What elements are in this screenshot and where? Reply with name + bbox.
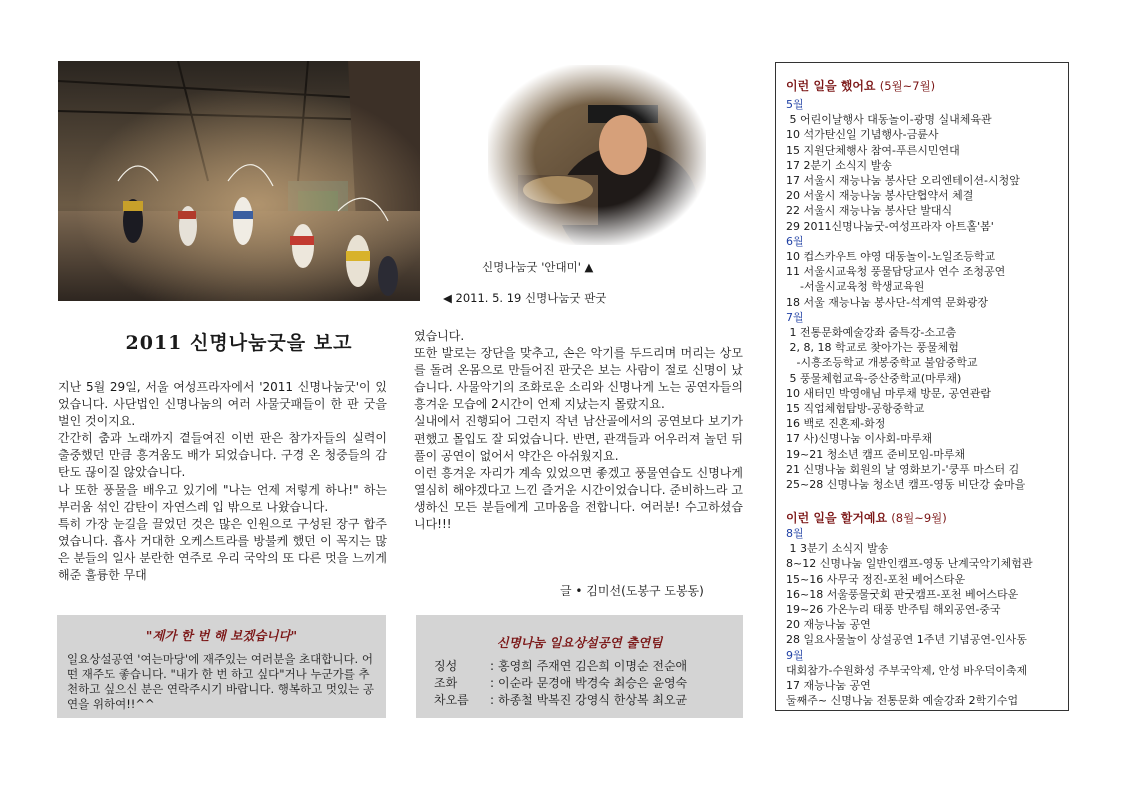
team-row bbox=[434, 691, 687, 708]
done-list bbox=[786, 97, 1066, 492]
done-section-title bbox=[786, 77, 935, 94]
activity-item: 5 풍물체험교육-증산중학교(마루채) bbox=[786, 371, 962, 385]
activity-item: 20 서울시 재능나눔 봉사단협약서 체결 bbox=[786, 189, 974, 203]
activity-item: 18 서울 재능나눔 봉사단-석계역 문화광장 bbox=[786, 295, 988, 309]
article-paragraph: 특히 가장 눈길을 끌었던 것은 많은 인원으로 구성된 장구 합주였습니다. 흡사 거대한 오케스트라를 방불케 했던 이 꼭지는 많은 분들의 일사 분란한 연주로 우리 국악의 또 다른 멋을 느끼게 해준 훌륭한 무대 bbox=[58, 516, 387, 583]
stage-caption: ◀ 2011. 5. 19 신명나눔굿 판굿 bbox=[443, 291, 607, 305]
done-range: (5월~7월) bbox=[879, 79, 936, 93]
article-paragraph: 간간히 춤과 노래까지 곁들여진 이번 판은 참가자들의 실력이 출중했던 만큼 흥겨움도 배가 되었습니다. 구경 온 청중들의 감탄도 끊이질 않았습니다. bbox=[58, 431, 387, 480]
activity-item: 10 석가탄신일 기념행사-금륜사 bbox=[786, 128, 939, 142]
month-heading: 6월 bbox=[786, 234, 804, 248]
activity-item: 25~28 신명나눔 청소년 캠프-영동 비단강 숲마을 bbox=[786, 478, 1026, 492]
team-members: 이순라 문경애 박경숙 최승은 윤영숙 bbox=[498, 676, 688, 690]
activity-sidebar bbox=[775, 62, 1069, 711]
activity-item: -시흥조등학교 개봉중학교 불암중학교 bbox=[786, 356, 978, 370]
team-row bbox=[434, 674, 687, 691]
activity-item: 16~18 서울풍물굿회 판굿캠프-포천 베어스타운 bbox=[786, 587, 1019, 601]
team-separator: : bbox=[489, 659, 495, 673]
activity-item: 5 어린이날행사 대동놀이-광명 실내체육관 bbox=[786, 113, 992, 127]
activity-item: 19~26 가온누리 태풍 반주팀 해외공연-중국 bbox=[786, 603, 1001, 617]
activity-item: 29 2011신명나눔굿-여성프라자 아트홀'봄' bbox=[786, 219, 994, 233]
team-label: 조화 bbox=[434, 676, 458, 690]
activity-item: 19~21 청소년 캠프 준비모임-마루채 bbox=[786, 447, 966, 461]
article-left-column bbox=[58, 379, 387, 584]
activity-item: 21 신명나눔 회원의 날 영화보기-'쿵푸 마스터 김 bbox=[786, 462, 1020, 476]
performer-teams-box bbox=[416, 615, 743, 718]
activity-item: 28 일요사물놀이 상설공연 1주년 기념공연-인사동 bbox=[786, 633, 1027, 647]
portrait-caption: 신명나눔굿 '안대미' ▲ bbox=[482, 260, 594, 274]
article-paragraph: 였습니다. bbox=[414, 329, 465, 343]
activity-item: 8~12 신명나눔 일반인캠프-영동 난계국악기체험관 bbox=[786, 557, 1033, 571]
activity-item: 16 백로 진혼제-화정 bbox=[786, 417, 886, 431]
activity-item: 1 3분기 소식지 발송 bbox=[786, 542, 889, 556]
activity-item: 17 서울시 재능나눔 봉사단 오리엔테이션-시청앞 bbox=[786, 174, 1020, 188]
activity-item: 둘째주~ 신명나눔 전통문화 예술강좌 2학기수업 bbox=[786, 694, 1019, 708]
stage-performance-photo bbox=[58, 61, 420, 301]
article-title: 2011 신명나눔굿을 보고 bbox=[125, 332, 353, 354]
article-paragraph: 지난 5월 29일, 서울 여성프라자에서 '2011 신명나눔굿'이 있었습니다. 사단법인 신명나눔의 여러 사물굿패들이 한 판 굿을 벌인 것이지요. bbox=[58, 380, 387, 429]
article-paragraph: 실내에서 진행되어 그런지 작년 남산골에서의 공연보다 보기가 편했고 몰입도 잘 되었습니다. 반면, 관객들과 어우러져 놀던 뒤풀이 공연이 없어서 약간은 아쉬웠지요. bbox=[414, 414, 743, 463]
article-paragraph: 나 또한 풍물을 배우고 있기에 "나는 언제 저렇게 하나!" 하는 부러움 섞인 감탄이 자연스레 입 밖으로 나왔습니다. bbox=[58, 482, 387, 514]
team-label: 차오름 bbox=[434, 693, 469, 707]
activity-item: 17 재능나눔 공연 bbox=[786, 679, 871, 693]
activity-item: 17 사)신명나눔 이사회-마루채 bbox=[786, 432, 933, 446]
team-row bbox=[434, 657, 687, 674]
article-right-column bbox=[414, 328, 743, 533]
activity-item: 대회참가-수원화성 주부국악제, 안성 바우덕이축제 bbox=[786, 663, 1028, 677]
invitation-text: 일요상설공연 '여는마당'에 재주있는 여러분을 초대합니다. 어떤 재주도 좋습니다. "내가 한 번 하고 싶다"거나 누군가를 추천하고 싶으신 분은 연락주시기 바랍니다. 행복하고 멋있는 공연을 위하여!!^^ bbox=[67, 652, 374, 711]
month-heading: 9월 bbox=[786, 648, 804, 662]
month-heading: 5월 bbox=[786, 98, 804, 111]
article-paragraph: 이런 흥겨운 자리가 계속 있었으면 좋겠고 풍물연습도 신명나게 열심히 해야겠다고 느낀 즐거운 시간이었습니다. 준비하느라 고생하신 모든 분들에게 고마움을 전합니다. 여러분! 수고하셨습니다!!! bbox=[414, 465, 743, 532]
invitation-title: "제가 한 번 해 보겠습니다" bbox=[145, 628, 298, 643]
todo-title-text: 이런 일을 할거예요 bbox=[786, 511, 888, 525]
portrait-photo bbox=[488, 65, 706, 245]
activity-item: 11 서울시교육청 풍물담당교사 연수 조청공연 bbox=[786, 265, 1006, 279]
invitation-box bbox=[57, 615, 386, 718]
team-separator: : bbox=[489, 693, 495, 707]
todo-section-title bbox=[786, 509, 947, 526]
month-heading: 8월 bbox=[786, 527, 804, 540]
activity-item: 2, 8, 18 학교로 찾아가는 풍물체험 bbox=[786, 341, 959, 355]
invitation-body bbox=[67, 652, 377, 712]
todo-range: (8월~9월) bbox=[891, 511, 947, 525]
activity-item: 17 2분기 소식지 발송 bbox=[786, 158, 892, 172]
article-author: 글 • 김미선(도봉구 도봉동) bbox=[560, 584, 704, 598]
activity-item: 15~16 사무국 정진-포천 베어스타운 bbox=[786, 572, 966, 586]
done-title-text: 이런 일을 했어요 bbox=[786, 79, 876, 93]
team-label: 징성 bbox=[434, 659, 458, 673]
activity-item: 20 재능나눔 공연 bbox=[786, 618, 871, 632]
activity-item: 15 지원단체행사 참여-푸른시민연대 bbox=[786, 143, 960, 157]
todo-list bbox=[786, 526, 1066, 708]
activity-item: 15 직업체험탐방-공항중학교 bbox=[786, 402, 925, 416]
activity-item: -서울시교육청 학생교육원 bbox=[786, 280, 925, 294]
activity-item: 22 서울시 재능나눔 봉사단 발대식 bbox=[786, 204, 953, 218]
activity-item: 1 전통문화예술강좌 줌특강-소고춤 bbox=[786, 326, 957, 340]
team-members: 하종철 박복진 강영식 한상복 최오균 bbox=[498, 693, 688, 707]
article-paragraph: 또한 발로는 장단을 맞추고, 손은 악기를 두드리며 머리는 상모를 돌려 온몸으로 만들어진 판굿은 보는 사람이 절로 신명이 났습니다. 사물악기의 조화로운 소리와 신명나게 노는 공연자들의 흥겨운 모습에 2시간이 언제 지났는지 몰랐지요. bbox=[414, 346, 743, 412]
performer-teams-title: 신명나눔 일요상설공연 출연팀 bbox=[496, 635, 663, 650]
month-heading: 7월 bbox=[786, 310, 804, 324]
activity-item: 10 컵스카우트 야영 대동놀이-노일조등학교 bbox=[786, 250, 996, 264]
team-separator: : bbox=[489, 676, 495, 690]
activity-item: 10 새터민 박영애님 마루채 방문, 공연관람 bbox=[786, 386, 991, 400]
team-members: 홍영희 주재연 김은희 이명순 전순애 bbox=[498, 659, 688, 673]
